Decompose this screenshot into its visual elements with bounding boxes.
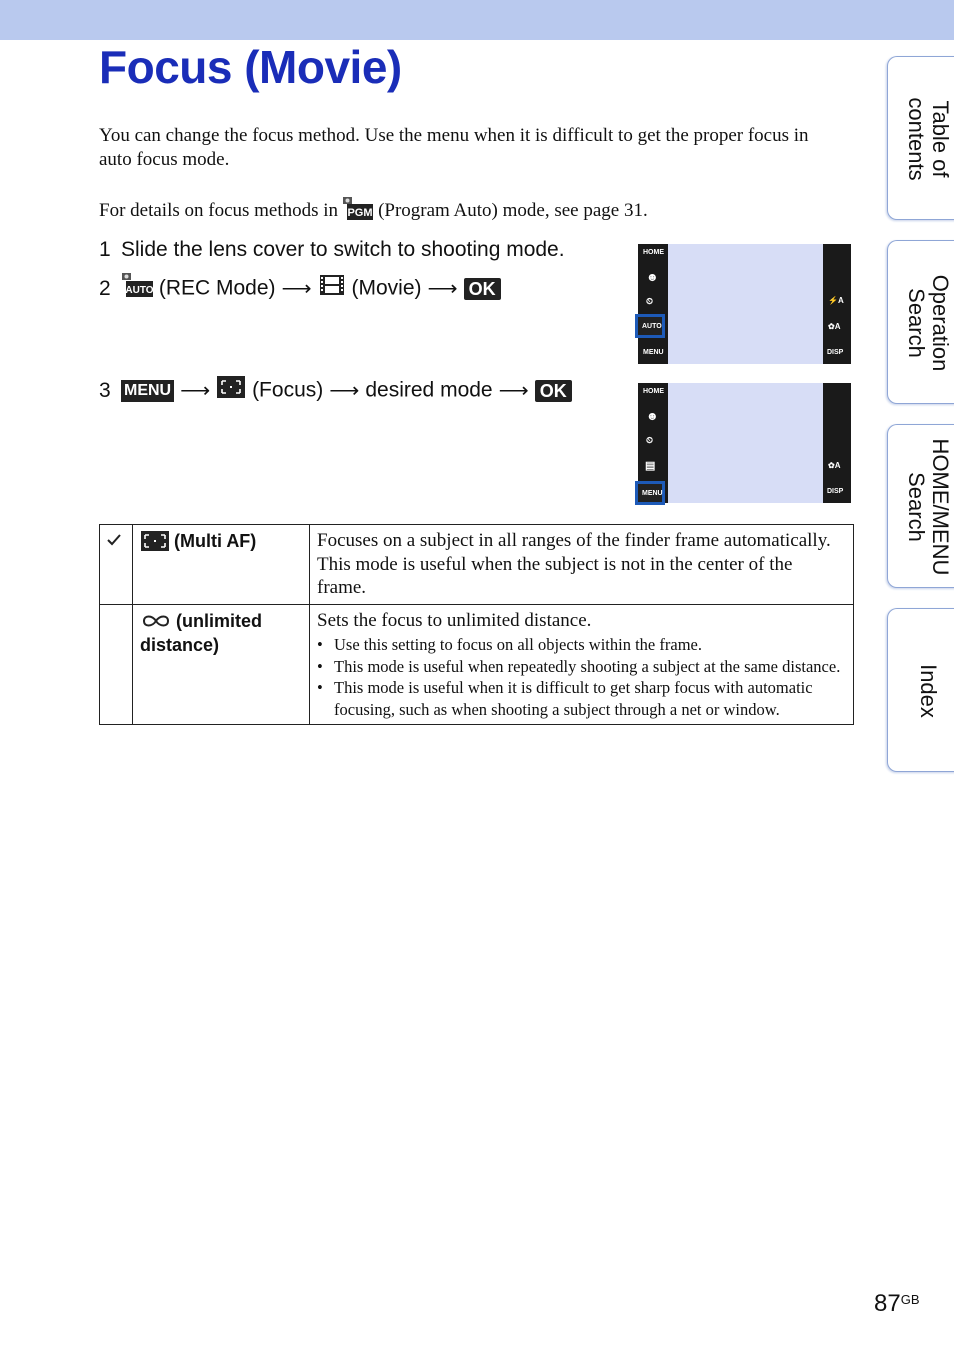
mode-name: (unlimited distance) <box>140 610 262 655</box>
infinity-icon <box>140 612 172 630</box>
focus-icon <box>216 375 246 407</box>
tab-index[interactable] <box>887 608 954 772</box>
list-item: • This mode is useful when repeatedly shooting a subject at the same distance. <box>317 656 846 678</box>
mode-name: (Multi AF) <box>174 531 257 551</box>
auto-badge-text: AUTO <box>125 285 153 296</box>
tab-label: HOME/MENU Search <box>904 438 953 576</box>
list-item: • Use this setting to focus on all objects within the frame. <box>317 634 846 656</box>
focus-mode-table <box>99 524 854 725</box>
step-number: 1 <box>99 238 111 261</box>
mode-name-cell <box>133 604 310 725</box>
page-number <box>874 1290 920 1318</box>
arrow-icon: ⟶ <box>281 276 312 300</box>
header-bar <box>0 0 954 40</box>
details-paragraph <box>99 194 648 229</box>
checkmark-icon <box>106 533 122 547</box>
macro-auto-icon: ✿A <box>828 322 841 331</box>
screen-selected-menu <box>635 481 665 505</box>
macro-auto-icon: ✿A <box>828 461 841 470</box>
flash-auto-icon: ⚡A <box>828 296 844 305</box>
arrow-icon: ⟶ <box>427 276 458 300</box>
step-number: 3 <box>99 378 111 402</box>
intro-paragraph: You can change the focus method. Use the menu when it is difficult to get the proper focus in auto focus mode. <box>99 125 809 170</box>
menu-button-icon: MENU <box>121 380 174 402</box>
tab-label: Index <box>916 664 941 718</box>
camera-screen-rec-mode <box>638 244 851 364</box>
camera-screen-menu <box>638 383 851 503</box>
pgm-badge-text: PGM <box>347 207 373 219</box>
mode-description: Sets the focus to unlimited distance. <box>317 609 592 631</box>
step-1 <box>99 236 565 264</box>
desired-mode-label: desired mode <box>365 378 493 402</box>
screen-menu-label: MENU <box>642 490 663 497</box>
arrow-icon: ⟶ <box>498 378 529 402</box>
mode-description-cell <box>310 525 854 605</box>
self-timer-off-icon: ⏲ <box>646 296 654 306</box>
mode-description-cell <box>310 604 854 725</box>
screen-auto-label: AUTO <box>642 323 662 330</box>
screen-home-label: HOME <box>643 388 664 395</box>
movie-icon <box>318 273 346 305</box>
ok-button-icon: OK <box>535 380 572 402</box>
screen-viewfinder <box>668 244 823 364</box>
smile-icon: ☻ <box>646 270 659 284</box>
details-text-before: For details on focus methods in <box>99 199 339 221</box>
tab-home-menu-search[interactable] <box>887 424 954 588</box>
smile-icon: ☻ <box>646 409 659 423</box>
page-number-suffix: GB <box>900 1292 920 1307</box>
mode-name-cell <box>133 525 310 605</box>
screen-viewfinder <box>668 383 823 503</box>
default-check-cell <box>100 525 133 605</box>
tab-table-of-contents[interactable] <box>887 56 954 220</box>
page-title: Focus (Movie) <box>99 41 402 93</box>
page-number-value: 87 <box>874 1290 901 1317</box>
step-2 <box>99 271 501 307</box>
step-text: Slide the lens cover to switch to shooting mode. <box>121 238 565 261</box>
screen-disp-label: DISP <box>827 488 844 495</box>
list-item: • This mode is useful when it is difficult to get sharp focus with automatic focusing, such as when shooting a subject through a net or window. <box>317 677 846 720</box>
details-text-after: (Program Auto) mode, see page 31. <box>378 199 648 221</box>
mode-description: Focuses on a subject in all ranges of the finder frame automatically. This mode is useful when the subject is not in the center of the frame. <box>317 530 831 598</box>
table-row <box>100 525 854 605</box>
step-number: 2 <box>99 276 111 300</box>
rec-mode-icon <box>121 271 153 307</box>
tab-operation-search[interactable] <box>887 240 954 404</box>
program-auto-icon <box>342 194 374 229</box>
movie-mode-icon: ▤ <box>645 460 656 472</box>
arrow-icon: ⟶ <box>329 378 360 402</box>
tab-label: Operation Search <box>904 274 953 372</box>
screen-disp-label: DISP <box>827 349 844 356</box>
focus-label: (Focus) <box>252 378 324 402</box>
screen-home-label: HOME <box>643 249 664 256</box>
multi-af-icon <box>140 530 170 552</box>
self-timer-off-icon: ⏲ <box>646 435 654 445</box>
screen-selected-rec-mode <box>635 314 665 338</box>
note-list <box>317 634 846 720</box>
empty-cell <box>100 604 133 725</box>
step-3 <box>99 375 572 407</box>
rec-mode-label: (REC Mode) <box>158 276 276 300</box>
movie-label: (Movie) <box>351 276 422 300</box>
arrow-icon: ⟶ <box>180 378 211 402</box>
table-row <box>100 604 854 725</box>
tab-label: Table of contents <box>904 97 953 181</box>
screen-menu-label: MENU <box>643 349 664 356</box>
ok-button-icon: OK <box>464 278 501 300</box>
